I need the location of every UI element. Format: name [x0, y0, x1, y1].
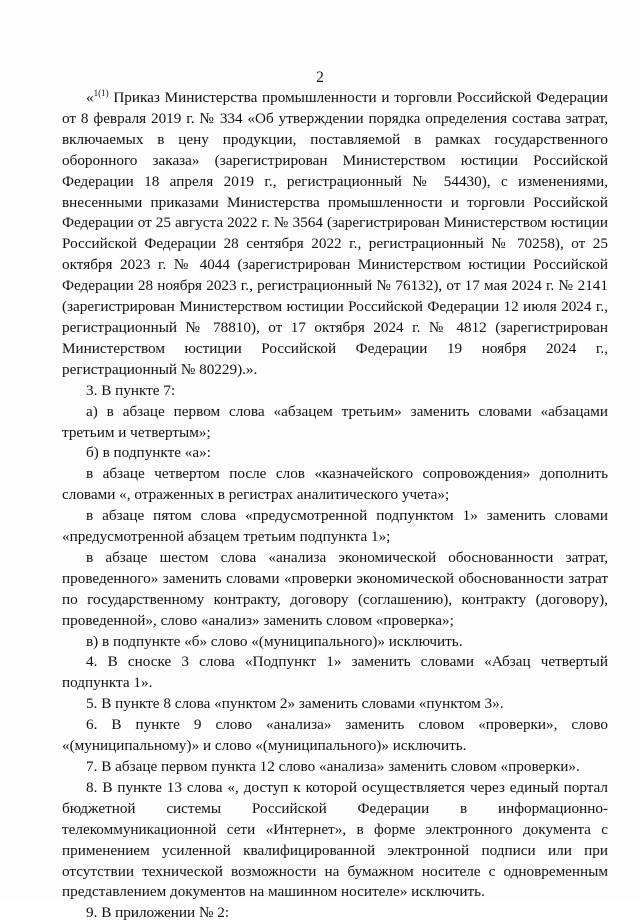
- paragraph-item-3: 3. В пункте 7:: [86, 381, 176, 399]
- paragraph-item-5: 5. В пункте 8 слова «пунктом 2» заменить словами «пунктом 3».: [86, 695, 504, 713]
- paragraph-amendment: в абзаце шестом слова «анализа экономической обоснованности затрат, проведенного» заменить словами «проверки экономической обоснованности затрат по государственному контракту, договору (соглашению), контракту (договору), проведенной», слово «анализ» заменить словом «проверка»;: [62, 548, 608, 629]
- footnote-marker: 1(1): [93, 88, 109, 98]
- paragraph-footnote-reference: [62, 88, 608, 381]
- paragraph-item-4: 4. В сноске 3 слова «Подпункт 1» заменить словами «Абзац четвертый подпункта 1».: [62, 653, 608, 692]
- paragraph-subitem-b: б) в подпункте «а»:: [86, 444, 211, 462]
- paragraph-item-6: 6. В пункте 9 слово «анализа» заменить словом «проверки», слово «(муниципальному)» и слово «(муниципального)» исключить.: [62, 716, 608, 755]
- page-number: 2: [316, 69, 324, 86]
- paragraph-amendment: в абзаце четвертом после слов «казначейского сопровождения» дополнить словами «, отраженных в регистрах аналитического учета»;: [62, 465, 608, 504]
- paragraph-text: Приказ Министерства промышленности и торговли Российской Федерации от 8 февраля 2019 г. № 334 «Об утверждении порядка определения состава затрат, включаемых в цену продукции, поставляемой в рамках государственного оборонного заказа» (зарегистрирован Министерством юстиции Российской Федерации 18 апреля 2019 г., регистрационный № 54430), с изменениями, внесенными приказами Министерства промышленности и торговли Российской Федерации от 25 августа 2022 г. № 3564 (зарегистрирован Министерством юстиции Российской Федерации 28 сентября 2022 г., регистрационный № 70258), от 25 октября 2023 г. № 4044 (зарегистрирован Министерством юстиции Российской Федерации 28 ноября 2023 г., регистрационный № 76132), от 17 мая 2024 г. № 2141 (зарегистрирован Министерством юстиции Российской Федерации 12 июля 2024 г., регистрационный № 78810), от 17 октября 2024 г. № 4812 (зарегистрирован Министерством юстиции Российской Федерации 19 ноября 2024 г., регистрационный № 80229).».: [62, 89, 608, 378]
- paragraph-subitem-v: в) в подпункте «б» слово «(муниципального)» исключить.: [86, 632, 463, 650]
- paragraph-amendment: в абзаце пятом слова «предусмотренной подпунктом 1» заменить словами «предусмотренной абзацем третьим подпункта 1»;: [62, 507, 608, 546]
- paragraph-subitem-a: а) в абзаце первом слова «абзацем третьим» заменить словами «абзацами третьим и четвертым»;: [62, 402, 608, 441]
- document-body: [62, 88, 608, 924]
- opening-quote: «: [86, 89, 94, 106]
- paragraph-item-8: 8. В пункте 13 слова «, доступ к которой осуществляется через единый портал бюджетной системы Российской Федерации в информационно-телекоммуникационной сети «Интернет», в форме электронного документа с применением усиленной квалифицированной электронной подписи или при отсутствии технической возможности на бумажном носителе с одновременным представлением документов на машинном носителе» исключить.: [62, 778, 608, 901]
- paragraph-item-9: 9. В приложении № 2:: [86, 904, 230, 922]
- paragraph-item-7: 7. В абзаце первом пункта 12 слово «анализа» заменить словом «проверки».: [86, 758, 580, 775]
